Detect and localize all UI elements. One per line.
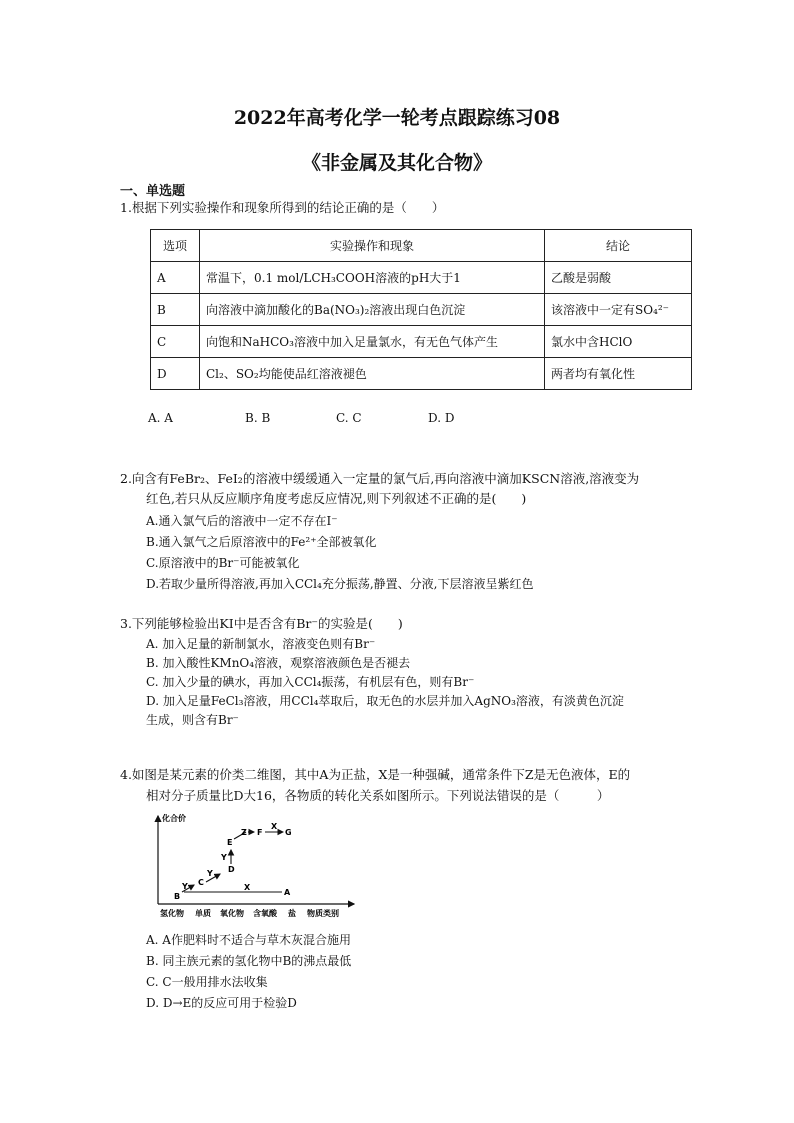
question-1-stem: 1.根据下列实验操作和现象所得到的结论正确的是（ ）	[120, 200, 445, 215]
page-title: 2022年高考化学一轮考点跟踪练习08	[233, 107, 561, 129]
x-tick-label: 单质	[195, 909, 211, 918]
question-2-stem: 2.向含有FeBr₂、FeI₂的溶液中缓缓通入一定量的氯气后,再向溶液中滴加KSCN溶液,溶液变为	[120, 471, 640, 486]
table-header-cell: 选项	[151, 230, 200, 262]
question-1-option-d: D. D	[428, 411, 455, 425]
page-subtitle: 《非金属及其化合物》	[301, 152, 492, 174]
table-cell: 该溶液中一定有SO₄²⁻	[545, 294, 692, 326]
table-cell: A	[151, 262, 200, 294]
question-2-option-c: C.原溶液中的Br⁻可能被氧化	[146, 556, 300, 570]
table-cell: D	[151, 358, 200, 390]
edge-label: Y	[182, 882, 188, 891]
table-header-cell: 实验操作和现象	[200, 230, 545, 262]
x-axis-label: 物质类别	[307, 909, 339, 918]
question-2-option-a: A.通入氯气后的溶液中一定不存在I⁻	[146, 514, 338, 528]
question-1-option-b: B. B	[245, 411, 271, 425]
x-tick-label: 含氧酸	[253, 909, 277, 918]
question-3-option-d-cont: 生成，则含有Br⁻	[146, 713, 239, 727]
table-header-row	[151, 230, 692, 262]
table-cell: 常温下，0.1 mol/LCH₃COOH溶液的pH大于1	[200, 262, 545, 294]
table-row	[151, 326, 692, 358]
question-1-option-c: C. C	[336, 411, 362, 425]
table-row	[151, 294, 692, 326]
valence-class-diagram	[150, 812, 360, 924]
table-cell: 乙酸是弱酸	[545, 262, 692, 294]
question-2-option-b: B.通入氯气之后原溶液中的Fe²⁺全部被氧化	[146, 535, 377, 549]
question-4-option-d: D. D→E的反应可用于检验D	[146, 996, 297, 1010]
question-1-option-a: A. A	[148, 411, 173, 425]
table-cell: 向饱和NaHCO₃溶液中加入足量氯水，有无色气体产生	[200, 326, 545, 358]
question-4-option-b: B. 同主族元素的氢化物中B的沸点最低	[146, 954, 352, 968]
node-label: G	[285, 828, 292, 837]
question-3-stem: 3.下列能够检验出KI中是否含有Br⁻的实验是( )	[120, 616, 403, 631]
question-4-stem-cont: 相对分子质量比D大16，各物质的转化关系如图所示。下列说法错误的是（ ）	[146, 788, 610, 803]
edge-label: Y	[207, 869, 213, 878]
table-cell: 氯水中含HClO	[545, 326, 692, 358]
question-4-option-a: A. A作肥料时不适合与草木灰混合施用	[146, 933, 351, 947]
question-1-table	[150, 229, 692, 390]
x-tick-label: 氢化物	[160, 909, 184, 918]
edge-label: Y	[221, 853, 227, 862]
edge-label: Z	[241, 828, 247, 837]
table-cell: 向溶液中滴加酸化的Ba(NO₃)₂溶液出现白色沉淀	[200, 294, 545, 326]
y-axis-label: 化合价	[162, 814, 186, 823]
table-row	[151, 262, 692, 294]
question-4-stem: 4.如图是某元素的价类二维图，其中A为正盐，X是一种强碱，通常条件下Z是无色液体，E的	[120, 767, 631, 782]
question-2-option-d: D.若取少量所得溶液,再加入CCl₄充分振荡,静置、分液,下层溶液呈紫红色	[146, 577, 534, 591]
node-label: D	[228, 865, 235, 874]
question-3-option-c: C. 加入少量的碘水，再加入CCl₄振荡，有机层有色，则有Br⁻	[146, 675, 475, 689]
table-cell: 两者均有氧化性	[545, 358, 692, 390]
x-tick-label: 盐	[288, 909, 296, 918]
edge-label: X	[271, 822, 278, 831]
table-row	[151, 358, 692, 390]
node-label: A	[284, 888, 291, 897]
table-cell: C	[151, 326, 200, 358]
table-cell: Cl₂、SO₂均能使品红溶液褪色	[200, 358, 545, 390]
question-3-option-b: B. 加入酸性KMnO₄溶液，观察溶液颜色是否褪去	[146, 656, 411, 670]
node-label: F	[257, 828, 263, 837]
node-label: C	[198, 878, 204, 887]
question-2-stem-cont: 红色,若只从反应顺序角度考虑反应情况,则下列叙述不正确的是( )	[146, 491, 527, 506]
node-label: E	[227, 838, 233, 847]
question-4-option-c: C. C一般用排水法收集	[146, 975, 268, 989]
question-3-option-a: A. 加入足量的新制氯水，溶液变色则有Br⁻	[146, 637, 376, 651]
node-label: B	[174, 892, 181, 901]
x-tick-label: 氧化物	[220, 909, 244, 918]
question-3-option-d: D. 加入足量FeCl₃溶液，用CCl₄萃取后，取无色的水层并加入AgNO₃溶液，有淡黄色沉淀	[146, 694, 624, 708]
section-heading: 一、单选题	[120, 184, 186, 199]
table-header-cell: 结论	[545, 230, 692, 262]
table-cell: B	[151, 294, 200, 326]
edge-label: X	[244, 883, 251, 892]
